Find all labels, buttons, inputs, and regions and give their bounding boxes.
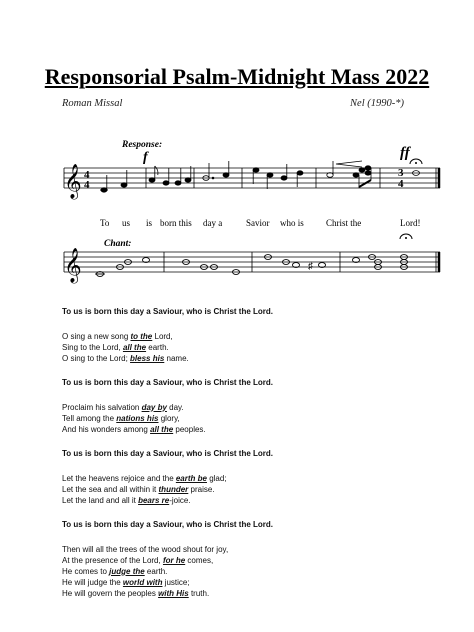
dynamic-fortissimo: ff	[400, 145, 410, 161]
verse-line: O sing a new song to the Lord,	[62, 331, 173, 341]
refrain-line: To us is born this day a Saviour, who is Christ the Lord.	[62, 378, 273, 387]
chant-notes	[95, 255, 408, 277]
psalm-text	[62, 306, 442, 612]
time-signature-top: 4	[84, 169, 90, 181]
verse-line: He will judge the world with justice;	[62, 577, 190, 587]
chant-label: Chant:	[104, 239, 132, 249]
verse-line: Let the land and all it bears re-joice.	[62, 495, 191, 505]
source-label: Roman Missal	[62, 98, 123, 109]
music-score	[0, 130, 474, 290]
svg-text:us: us	[122, 218, 131, 228]
verse-line: He will govern the peoples with His truth.	[62, 588, 210, 598]
svg-text:born this: born this	[160, 218, 192, 228]
verse-line: Tell among the nations his glory,	[62, 413, 180, 423]
verse-line: He comes to judge the earth.	[62, 566, 168, 576]
treble-clef-icon: 𝄞	[64, 165, 82, 198]
response-notes	[100, 161, 420, 192]
time-signature-bottom: 4	[84, 179, 90, 191]
response-lyrics	[100, 218, 421, 228]
refrain-line: To us is born this day a Saviour, who is Christ the Lord.	[62, 307, 273, 316]
svg-text:day a: day a	[203, 218, 223, 228]
sharp-icon: ♯	[308, 261, 313, 272]
verse-3	[62, 473, 442, 506]
svg-text:Lord!: Lord!	[400, 218, 421, 228]
crescendo-hairpin	[336, 161, 362, 167]
verse-line: Sing to the Lord, all the earth.	[62, 342, 169, 352]
verse-line: Let the heavens rejoice and the earth be glad;	[62, 473, 227, 483]
svg-text:who is: who is	[280, 218, 304, 228]
verse-line: Then will all the trees of the wood shout for joy,	[62, 544, 229, 554]
verse-4	[62, 544, 442, 599]
page-title: Responsorial Psalm-Midnight Mass 2022	[44, 64, 430, 89]
verse-line: And his wonders among all the peoples.	[62, 424, 206, 434]
dynamic-forte: f	[143, 150, 148, 165]
end-time-signature-bottom: 4	[398, 178, 404, 190]
chant-treble-clef-icon: 𝄞	[64, 249, 82, 282]
svg-text:Christ the: Christ the	[326, 218, 362, 228]
staff-response	[64, 168, 440, 188]
verse-1	[62, 331, 442, 364]
verse-line: Proclaim his salvation day by day.	[62, 402, 184, 412]
refrain-line: To us is born this day a Saviour, who is Christ the Lord.	[62, 520, 273, 529]
svg-text:To: To	[100, 218, 110, 228]
verse-line: At the presence of the Lord, for he comes,	[62, 555, 214, 565]
composer-label: Nel (1990-*)	[350, 98, 404, 109]
svg-text:is: is	[146, 218, 153, 228]
refrain-line: To us is born this day a Saviour, who is Christ the Lord.	[62, 449, 273, 458]
verse-line: O sing to the Lord; bless his name.	[62, 353, 189, 363]
end-time-signature-top: 3	[398, 167, 404, 179]
verse-line: Let the sea and all within it thunder praise.	[62, 484, 215, 494]
svg-text:Savior: Savior	[246, 218, 270, 228]
response-label: Response:	[122, 140, 163, 150]
verse-2	[62, 402, 442, 435]
